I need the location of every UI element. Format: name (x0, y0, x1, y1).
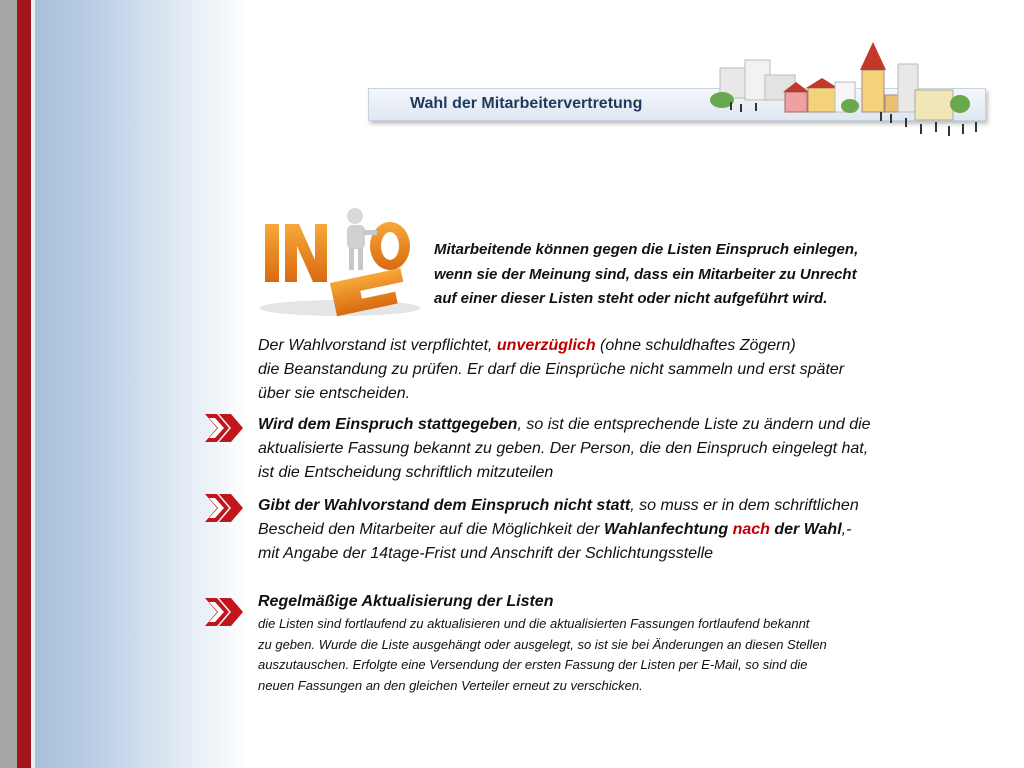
page-title: Wahl der Mitarbeitervertretung (410, 95, 643, 112)
left-red-bar (17, 0, 31, 768)
intro-line: wenn sie der Meinung sind, dass ein Mitarbeiter zu Unrecht (434, 265, 857, 283)
intro-text (434, 238, 954, 312)
para3-line: mit Angabe der 14tage-Frist und Anschrift der Schlichtungsstelle (258, 545, 714, 562)
left-gray-bar (0, 0, 17, 768)
double-chevron-right-icon (203, 492, 245, 524)
para1-line: über sie entscheiden. (258, 385, 411, 402)
para3-bold: Gibt der Wahlvorstand dem Einspruch nicht statt (258, 497, 631, 514)
para2-rest: , so ist die entsprechende Liste zu ändern und die (517, 416, 871, 433)
para2-bold: Wird dem Einspruch stattgegeben (258, 416, 518, 433)
para1-post: (ohne schuldhaftes Zögern) (595, 337, 796, 354)
intro-line: Mitarbeitende können gegen die Listen Einspruch einlegen, (434, 241, 859, 258)
para3-rest: , so muss er in dem schriftlichen (630, 497, 859, 514)
der-wahl-bold: der Wahl (774, 521, 842, 538)
highlight-unverzueglich: unverzüglich (496, 337, 596, 354)
left-gradient-panel (0, 0, 250, 768)
double-chevron-right-icon (203, 596, 245, 628)
double-chevron-right-icon (203, 412, 245, 444)
paragraph-heading-updates: Regelmäßige Aktualisierung der Listen (258, 593, 554, 610)
wahlanfechtung-bold: Wahlanfechtung (603, 521, 729, 538)
left-light-bar (31, 0, 35, 768)
nach-highlight: nach (732, 521, 770, 538)
paragraph-accepted (258, 413, 958, 485)
paragraph-rejected (258, 494, 958, 566)
info-letters-icon (255, 206, 425, 318)
para4-line: neuen Fassungen an den gleichen Verteiler erneut zu verschicken. (258, 677, 643, 693)
paragraph-updates (258, 614, 958, 696)
para2-line: aktualisierte Fassung bekannt zu geben. Der Person, die den Einspruch eingelegt hat, (258, 440, 869, 457)
para4-line: die Listen sind fortlaufend zu aktualisieren und die aktualisierten Fassungen fortlaufend bekannt (258, 616, 810, 631)
paragraph-duty (258, 334, 958, 406)
city-skyline-icon (700, 40, 990, 145)
para2-line: ist die Entscheidung schriftlich mitzuteilen (258, 464, 554, 481)
para3-post: ,- (841, 521, 852, 538)
para3-pre: Bescheid den Mitarbeiter auf die Möglichkeit der (258, 521, 604, 538)
para4-line: zu geben. Wurde die Liste ausgehängt oder ausgelegt, so ist sie bei Änderungen an diesen Stellen (258, 636, 827, 652)
para4-line: auszutauschen. Erfolgte eine Versendung der ersten Fassung der Listen per E-Mail, so sind die (258, 657, 808, 672)
intro-line: auf einer dieser Listen steht oder nicht aufgeführt wird. (434, 290, 828, 307)
para1-line: die Beanstandung zu prüfen. Er darf die Einsprüche nicht sammeln und erst später (258, 361, 845, 378)
para1-pre: Der Wahlvorstand ist verpflichtet, (258, 337, 497, 354)
